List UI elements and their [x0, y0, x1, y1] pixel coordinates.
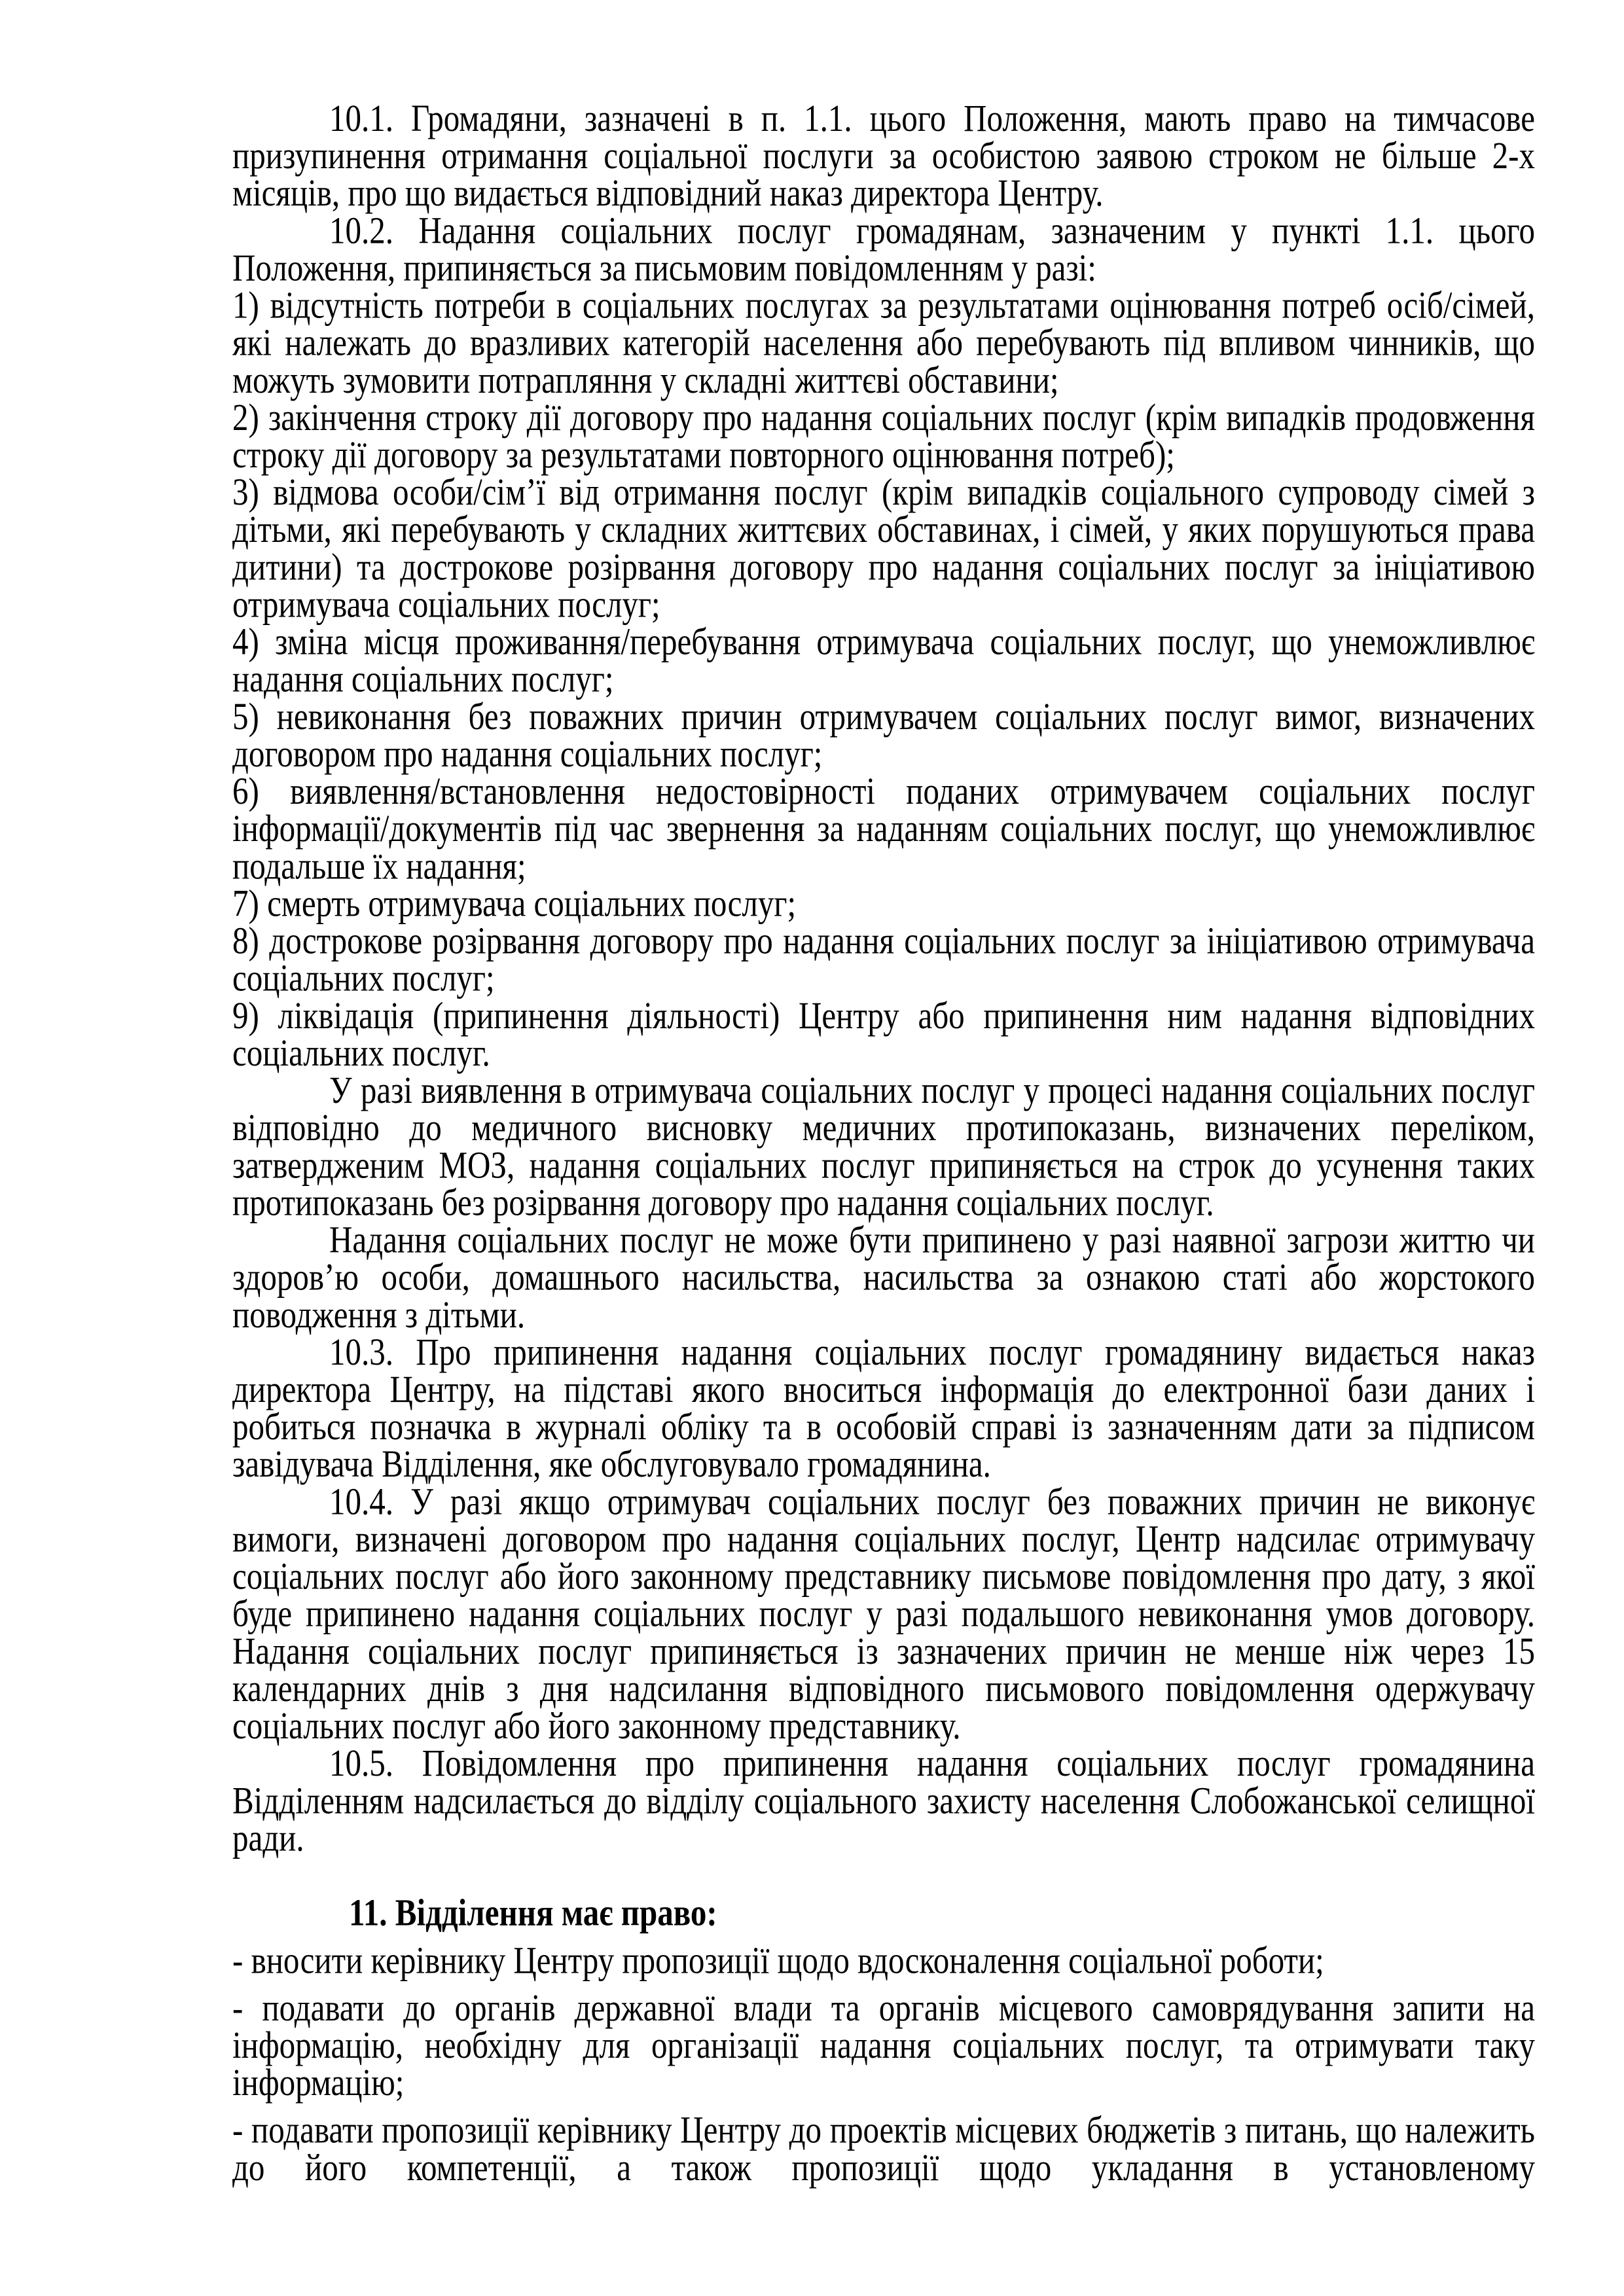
text-column [232, 0, 1535, 2189]
paragraph: 10.1. Громадяни, зазначені в п. 1.1. цього Положення, мають право на тимчасове призупинення отримання соціальної послуги за особистою заявою строком не більше 2-х місяців, про що видається відповідний наказ директора Центру. [232, 96, 1535, 215]
paragraph: 10.5. Повідомлення про припинення надання соціальних послуг громадянина Відділенням надсилається до відділу соціального захисту населення Слобожанської селищної ради. [232, 1741, 1535, 1859]
numbered-item: 8) дострокове розірвання договору про надання соціальних послуг за ініціативою отримувача соціальних послуг; [232, 919, 1535, 999]
numbered-item: 6) виявлення/встановлення недостовірності поданих отримувачем соціальних послуг інформації/документів під час звернення за наданням соціальних послуг, що унеможливлює подальше їх надання; [232, 769, 1535, 888]
paragraph: У разі виявлення в отримувача соціальних послуг у процесі надання соціальних послуг відповідно до медичного висновку медичних протипоказань, визначених переліком, затвердженим МОЗ, надання соціальних послуг припиняється на строк до усунення таких протипоказань без розірвання договору про надання соціальних послуг. [232, 1068, 1535, 1224]
paragraph: 10.3. Про припинення надання соціальних послуг громадянину видається наказ директора Центру, на підставі якого вноситься інформація до електронної бази даних і робиться позначка в журналі обліку та в особовій справі із зазначенням дати за підписом завідувача Відділення, яке обслуговувало громадянина. [232, 1330, 1535, 1486]
numbered-item: 7) смерть отримувача соціальних послуг; [232, 882, 797, 925]
numbered-item: 3) відмова особи/сім’ї від отримання послуг (крім випадків соціального супроводу сімей з дітьми, які перебувають у складних життєвих обставинах, і сімей, у яких порушуються права дитини) та дострокове розірвання договору про надання соціальних послуг за ініціативою отримувача соціальних послуг; [232, 470, 1535, 626]
section-heading: 11. Відділення має право: [349, 1891, 717, 1934]
numbered-item: 4) зміна місця проживання/перебування отримувача соціальних послуг, що унеможливлює надання соціальних послуг; [232, 620, 1535, 700]
document-text [232, 0, 1535, 2189]
numbered-item: 5) невиконання без поважних причин отримувачем соціальних послуг вимог, визначених договором про надання соціальних послуг; [232, 694, 1535, 776]
numbered-item: 1) відсутність потреби в соціальних послугах за результатами оцінювання потреб осіб/сімей, які належать до вразливих категорій населення або перебувають під впливом чинників, що можуть зумовити потрапляння у складні життєві обставини; [232, 283, 1535, 401]
paragraph: 10.4. У разі якщо отримувач соціальних послуг без поважних причин не виконує вимоги, визначені договором про надання соціальних послуг, Центр надсилає отримувачу соціальних послуг або його законному представнику письмове повідомлення про дату, з якої буде припинено надання соціальних послуг у разі подальшого невиконання умов договору. Надання соціальних послуг припиняється із зазначених причин не менше ніж через 15 календарних днів з дня надсилання відповідного письмового повідомлення одержувачу соціальних послуг або його законному представнику. [232, 1480, 1535, 1748]
bullet-item: - вносити керівнику Центру пропозиції щодо вдосконалення соціальної роботи; [232, 1938, 1324, 1982]
paragraph: Надання соціальних послуг не може бути припинено у разі наявної загрози життю чи здоров’ю особи, домашнього насильства, насильства за ознакою статі або жорстокого поводження з дітьми. [232, 1218, 1535, 1336]
bullet-item: - подавати до органів державної влади та органів місцевого самоврядування запити на інформацію, необхідну для організації надання соціальних послуг, та отримувати таку інформацію; [232, 1986, 1535, 2104]
numbered-item: 9) ліквідація (припинення діяльності) Центру або припинення ним надання відповідних соціальних послуг. [232, 994, 1535, 1075]
bullet-item: - подавати пропозиції керівнику Центру до проектів місцевих бюджетів з питань, що належить до його компетенції, а також пропозиції щодо укладання в установленому [232, 2108, 1535, 2189]
numbered-item: 2) закінчення строку дії договору про надання соціальних послуг (крім випадків продовження строку дії договору за результатами повторного оцінювання потреб); [232, 395, 1535, 476]
paragraph: 10.2. Надання соціальних послуг громадянам, зазначеним у пункті 1.1. цього Положення, припиняється за письмовим повідомленням у разі: [232, 208, 1535, 289]
